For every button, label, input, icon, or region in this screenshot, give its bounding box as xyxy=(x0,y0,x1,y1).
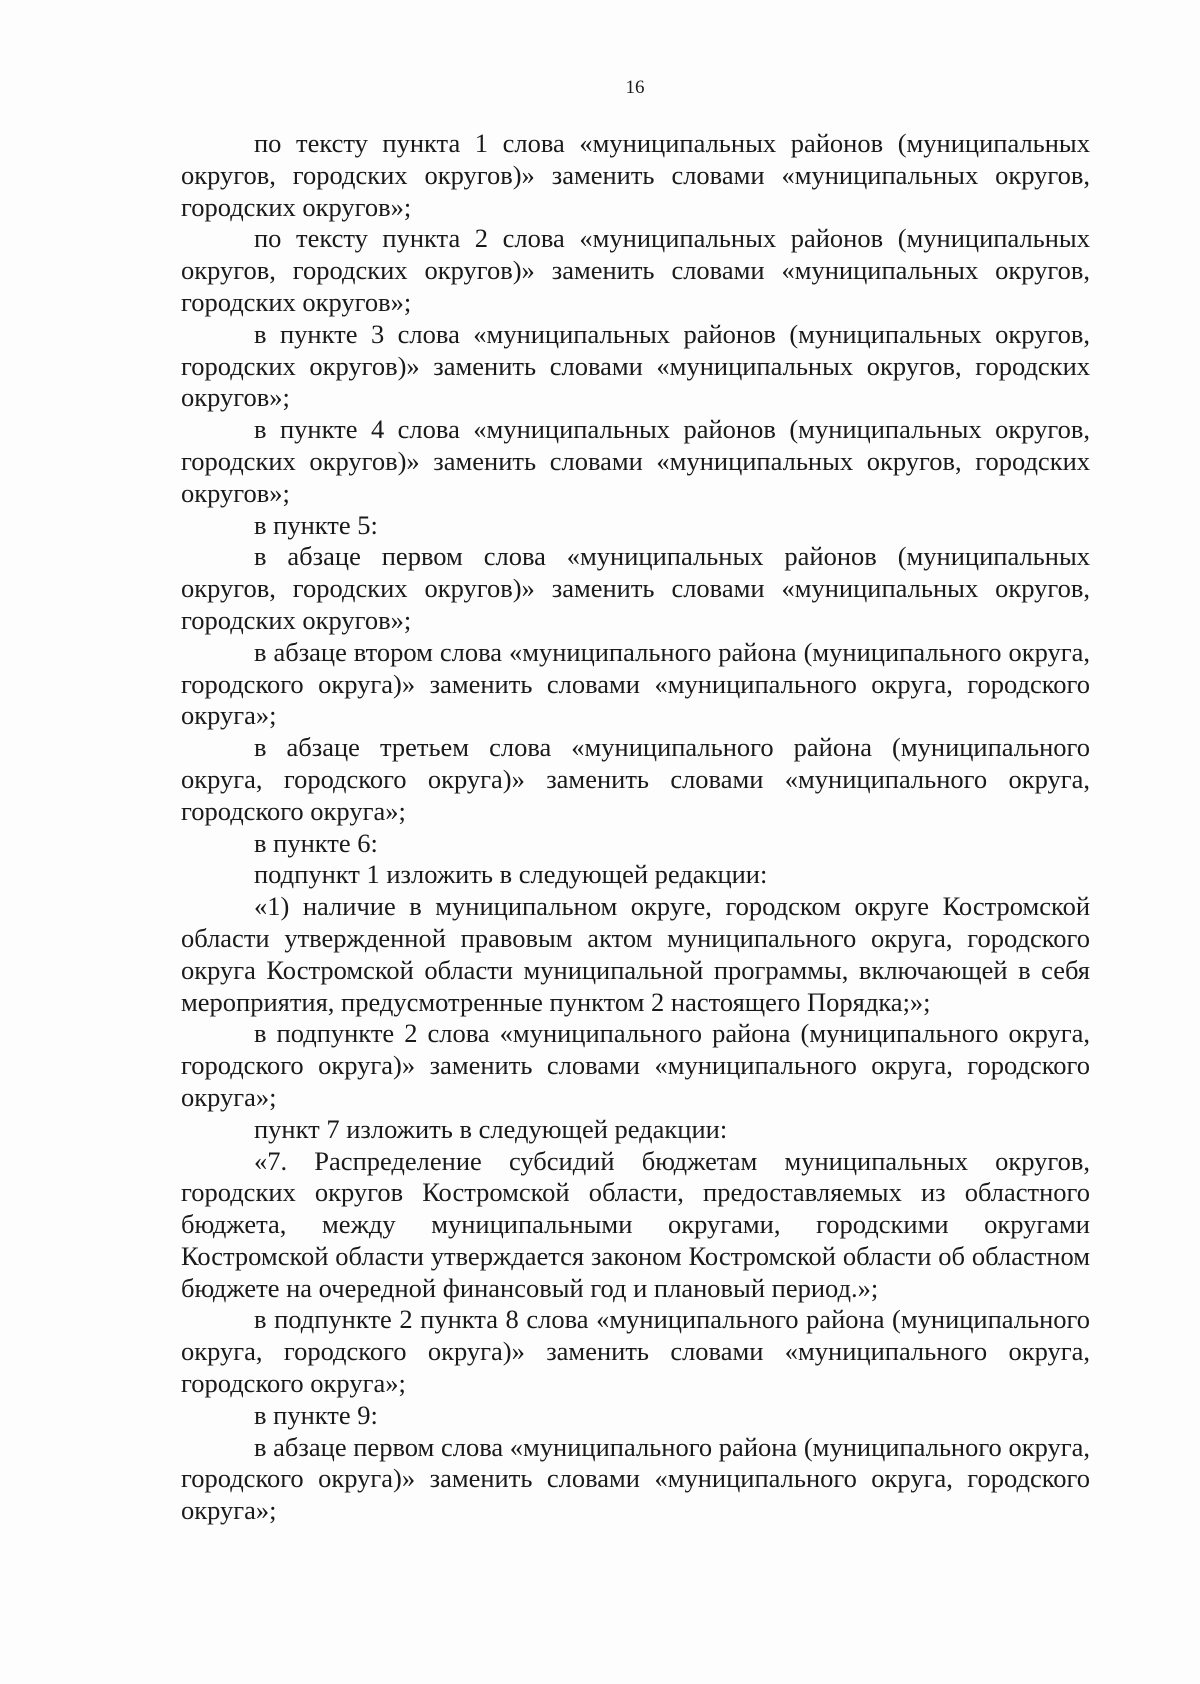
paragraph: в пункте 5: xyxy=(254,509,378,540)
paragraph: в пункте 4 слова «муниципальных районов (муниципальных округов, городских округов)» заменить словами «муниципальных округов, городских округов»; xyxy=(181,414,1090,508)
paragraph: в пункте 3 слова «муниципальных районов (муниципальных округов, городских округов)» заменить словами «муниципальных округов, городских округов»; xyxy=(181,318,1090,413)
paragraph: в абзаце первом слова «муниципальных районов (муниципальных округов, городских округов)» заменить словами «муниципальных округов, городских округов»; xyxy=(181,541,1090,635)
paragraph: в абзаце третьем слова «муниципального района (муниципального округа, городского округа)» заменить словами «муниципального округа, городского округа»; xyxy=(181,732,1090,826)
paragraph: в абзаце втором слова «муниципального района (муниципального округа, городского округа)» заменить словами «муниципального округа, городского округа»; xyxy=(181,636,1090,731)
paragraph: в подпункте 2 пункта 8 слова «муниципального района (муниципального округа, городского округа)» заменить словами «муниципального округа, городского округа»; xyxy=(181,1304,1090,1399)
paragraph: пункт 7 изложить в следующей редакции: xyxy=(254,1113,728,1144)
paragraph: по тексту пункта 1 слова «муниципальных районов (муниципальных округов, городских округов)» заменить словами «муниципальных округов, городских округов»; xyxy=(181,128,1090,222)
paragraph: «1) наличие в муниципальном округе, городском округе Костромской области утвержденной правовым актом муниципального округа, городского округа Костромской области муниципальной программы, включающей в себя мероприятия, предусмотренные пунктом 2 настоящего Порядка;»; xyxy=(181,891,1090,1017)
paragraph: в абзаце первом слова «муниципального района (муниципального округа, городского округа)» заменить словами «муниципального округа, городского округа»; xyxy=(181,1431,1090,1526)
paragraph: в пункте 9: xyxy=(254,1399,378,1430)
paragraph: «7. Распределение субсидий бюджетам муниципальных округов, городских округов Костромской области, предоставляемых из областного бюджета, между муниципальными округами, городскими округами Костромской области утверждается законом Костромской области об областном бюджете на очередной финансовый год и плановый период.»; xyxy=(181,1145,1090,1303)
paragraph: подпункт 1 изложить в следующей редакции: xyxy=(254,859,768,890)
paragraph: по тексту пункта 2 слова «муниципальных районов (муниципальных округов, городских округов)» заменить словами «муниципальных округов, городских округов»; xyxy=(181,223,1090,317)
page-number: 16 xyxy=(625,77,645,98)
paragraph: в подпункте 2 слова «муниципального района (муниципального округа, городского округа)» заменить словами «муниципального округа, городского округа»; xyxy=(181,1018,1090,1112)
document-body xyxy=(181,128,1090,1527)
paragraph: в пункте 6: xyxy=(254,827,378,858)
